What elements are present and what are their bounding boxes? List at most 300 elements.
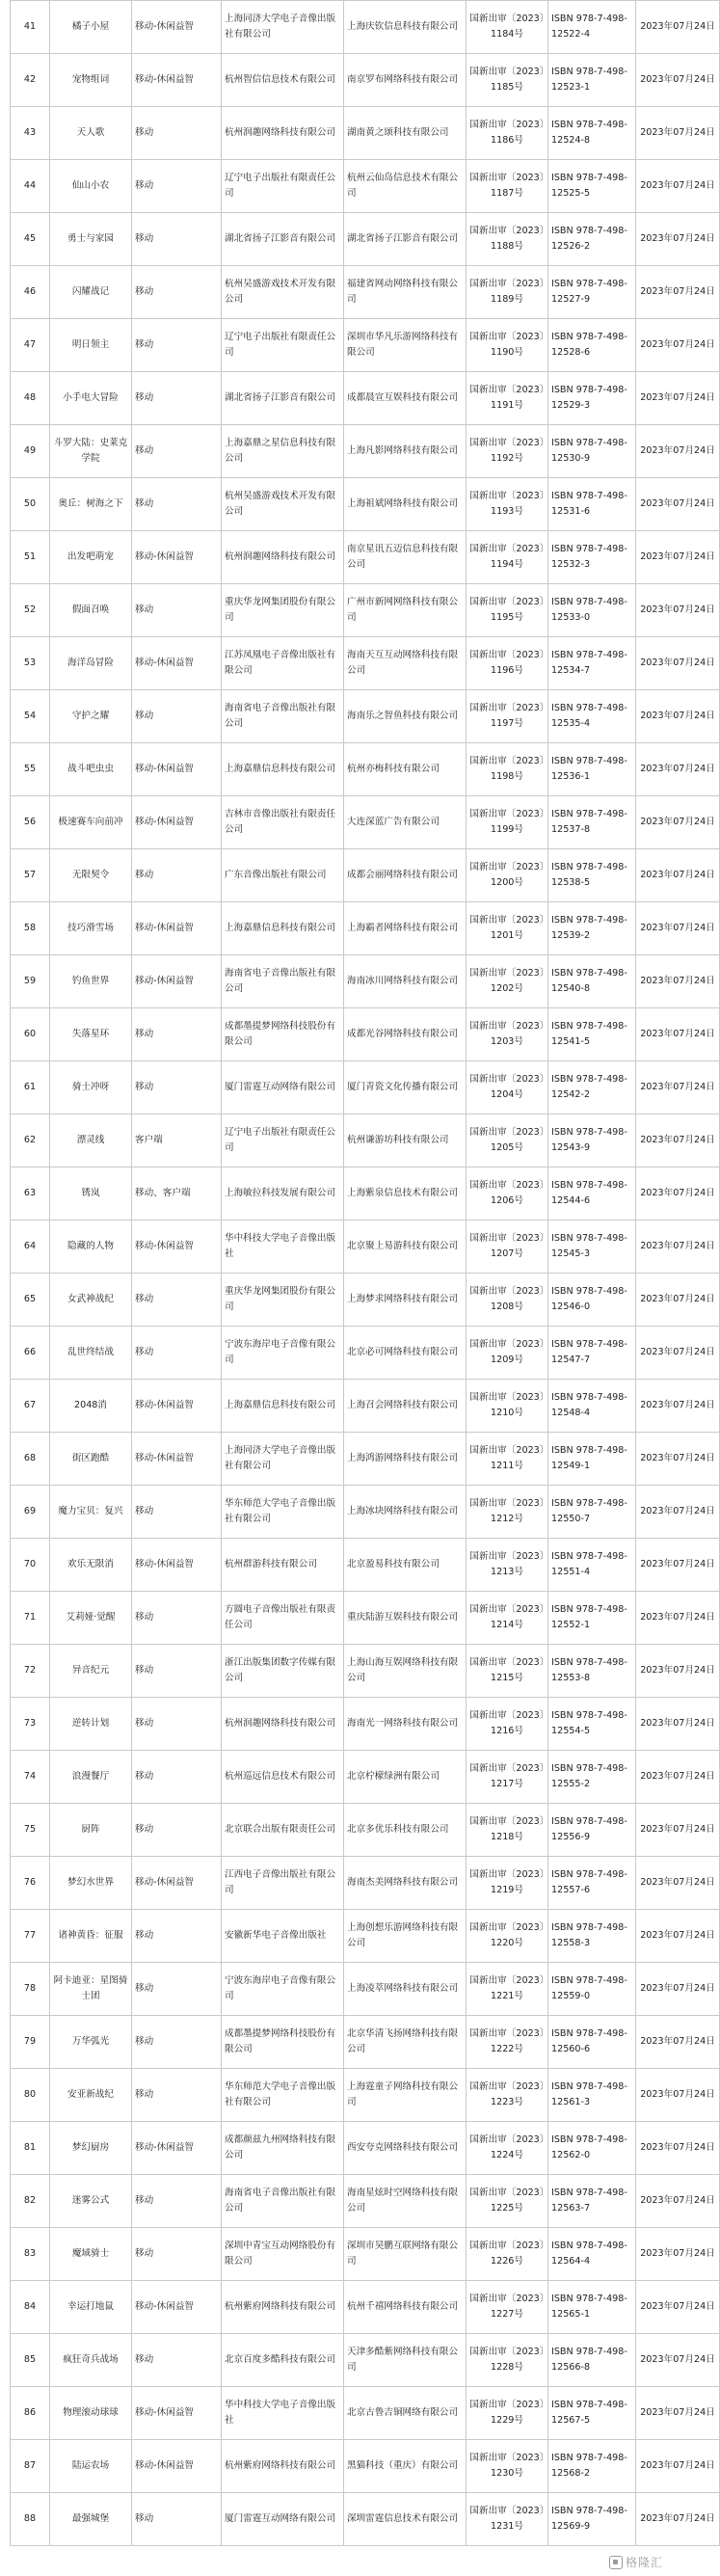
game-category: 移动 xyxy=(132,690,222,743)
game-category: 移动-休闲益智 xyxy=(132,1380,222,1433)
approval-date: 2023年07月24日 xyxy=(636,584,720,637)
publisher-unit: 华东师范大学电子音像出版社有限公司 xyxy=(222,2069,344,2122)
row-number: 81 xyxy=(11,2122,50,2175)
row-number: 49 xyxy=(11,425,50,478)
game-name: 勇士与家园 xyxy=(50,213,132,266)
game-category: 移动-休闲益智 xyxy=(132,743,222,796)
watermark-text: 格隆汇 xyxy=(625,2556,663,2569)
approval-number: 国新出审〔2023〕1221号 xyxy=(467,1963,548,2016)
approval-date: 2023年07月24日 xyxy=(636,1751,720,1804)
game-category: 移动 xyxy=(132,319,222,372)
isbn-number: ISBN 978-7-498-12543-9 xyxy=(548,1114,636,1167)
table-row xyxy=(11,266,720,319)
isbn-number: ISBN 978-7-498-12551-4 xyxy=(548,1539,636,1592)
approval-number: 国新出审〔2023〕1184号 xyxy=(467,1,548,54)
row-number: 75 xyxy=(11,1804,50,1857)
operator-unit: 上海霆童子网络科技有限公司 xyxy=(344,2069,467,2122)
isbn-number: ISBN 978-7-498-12560-6 xyxy=(548,2016,636,2069)
row-number: 56 xyxy=(11,796,50,849)
table-row xyxy=(11,1592,720,1645)
row-number: 88 xyxy=(11,2493,50,2546)
row-number: 62 xyxy=(11,1114,50,1167)
publisher-unit: 成都颜兹九州网络科技有限公司 xyxy=(222,2122,344,2175)
game-category: 移动 xyxy=(132,1963,222,2016)
game-name: 钓鱼世界 xyxy=(50,955,132,1008)
approval-number: 国新出审〔2023〕1201号 xyxy=(467,902,548,955)
approval-number: 国新出审〔2023〕1205号 xyxy=(467,1114,548,1167)
publisher-unit: 上海嘉鼎信息科技有限公司 xyxy=(222,902,344,955)
approval-number: 国新出审〔2023〕1212号 xyxy=(467,1486,548,1539)
approval-date: 2023年07月24日 xyxy=(636,2493,720,2546)
table-row xyxy=(11,2281,720,2334)
publisher-unit: 杭州吴盛游戏技术开发有限公司 xyxy=(222,266,344,319)
table-row xyxy=(11,2334,720,2387)
game-category: 移动 xyxy=(132,213,222,266)
approval-number: 国新出审〔2023〕1206号 xyxy=(467,1167,548,1221)
table-row xyxy=(11,2440,720,2493)
row-number: 66 xyxy=(11,1327,50,1380)
table-row xyxy=(11,1,720,54)
isbn-number: ISBN 978-7-498-12531-6 xyxy=(548,478,636,531)
isbn-number: ISBN 978-7-498-12567-5 xyxy=(548,2387,636,2440)
game-name: 出发吧萌宠 xyxy=(50,531,132,584)
operator-unit: 上海凡影网络科技有限公司 xyxy=(344,425,467,478)
operator-unit: 上海山海互娱网络科技有限公司 xyxy=(344,1645,467,1698)
approval-date: 2023年07月24日 xyxy=(636,1327,720,1380)
approval-date: 2023年07月24日 xyxy=(636,2069,720,2122)
isbn-number: ISBN 978-7-498-12524-8 xyxy=(548,107,636,160)
publisher-unit: 成都墨提梦网络科技股份有限公司 xyxy=(222,2016,344,2069)
table-row xyxy=(11,425,720,478)
game-name: 天人歌 xyxy=(50,107,132,160)
game-category: 移动 xyxy=(132,107,222,160)
approval-number: 国新出审〔2023〕1218号 xyxy=(467,1804,548,1857)
table-row xyxy=(11,531,720,584)
game-name: 梦幻厨房 xyxy=(50,2122,132,2175)
approval-date: 2023年07月24日 xyxy=(636,2281,720,2334)
row-number: 73 xyxy=(11,1698,50,1751)
row-number: 86 xyxy=(11,2387,50,2440)
game-category: 移动 xyxy=(132,1698,222,1751)
approval-number: 国新出审〔2023〕1190号 xyxy=(467,319,548,372)
isbn-number: ISBN 978-7-498-12535-4 xyxy=(548,690,636,743)
approval-date: 2023年07月24日 xyxy=(636,531,720,584)
publisher-unit: 杭州群游科技有限公司 xyxy=(222,1539,344,1592)
row-number: 63 xyxy=(11,1167,50,1221)
game-category: 移动 xyxy=(132,478,222,531)
watermark xyxy=(609,2554,663,2570)
publisher-unit: 杭州吴盛游戏技术开发有限公司 xyxy=(222,478,344,531)
isbn-number: ISBN 978-7-498-12540-8 xyxy=(548,955,636,1008)
game-name: 梦幻水世界 xyxy=(50,1857,132,1910)
game-category: 移动 xyxy=(132,1804,222,1857)
row-number: 85 xyxy=(11,2334,50,2387)
game-category: 移动-休闲益智 xyxy=(132,1857,222,1910)
approval-date: 2023年07月24日 xyxy=(636,849,720,902)
operator-unit: 北京聚上易游科技有限公司 xyxy=(344,1221,467,1274)
approval-number: 国新出审〔2023〕1185号 xyxy=(467,54,548,107)
isbn-number: ISBN 978-7-498-12537-8 xyxy=(548,796,636,849)
approval-number: 国新出审〔2023〕1200号 xyxy=(467,849,548,902)
approval-date: 2023年07月24日 xyxy=(636,1698,720,1751)
game-category: 移动 xyxy=(132,1751,222,1804)
game-category: 移动-休闲益智 xyxy=(132,2387,222,2440)
game-name: 小手电大冒险 xyxy=(50,372,132,425)
operator-unit: 杭州亦梅科技有限公司 xyxy=(344,743,467,796)
publisher-unit: 海南省电子音像出版社有限公司 xyxy=(222,690,344,743)
approval-date: 2023年07月24日 xyxy=(636,213,720,266)
approval-number: 国新出审〔2023〕1193号 xyxy=(467,478,548,531)
approval-date: 2023年07月24日 xyxy=(636,1221,720,1274)
approval-number: 国新出审〔2023〕1191号 xyxy=(467,372,548,425)
operator-unit: 上海鸿游网络科技有限公司 xyxy=(344,1433,467,1486)
game-name: 技巧滑雪场 xyxy=(50,902,132,955)
approval-date: 2023年07月24日 xyxy=(636,2440,720,2493)
isbn-number: ISBN 978-7-498-12528-6 xyxy=(548,319,636,372)
approval-date: 2023年07月24日 xyxy=(636,1380,720,1433)
game-category: 移动 xyxy=(132,1327,222,1380)
game-name: 明日领主 xyxy=(50,319,132,372)
operator-unit: 天津多酷紫网络科技有限公司 xyxy=(344,2334,467,2387)
row-number: 82 xyxy=(11,2175,50,2228)
approval-number: 国新出审〔2023〕1197号 xyxy=(467,690,548,743)
approval-date: 2023年07月24日 xyxy=(636,1486,720,1539)
operator-unit: 上海祖斌网络科技有限公司 xyxy=(344,478,467,531)
row-number: 44 xyxy=(11,160,50,213)
isbn-number: ISBN 978-7-498-12553-8 xyxy=(548,1645,636,1698)
row-number: 51 xyxy=(11,531,50,584)
publisher-unit: 上海敏拉科技发展有限公司 xyxy=(222,1167,344,1221)
operator-unit: 黑猫科技（重庆）有限公司 xyxy=(344,2440,467,2493)
approval-number: 国新出审〔2023〕1222号 xyxy=(467,2016,548,2069)
approval-number: 国新出审〔2023〕1230号 xyxy=(467,2440,548,2493)
game-category: 移动 xyxy=(132,1645,222,1698)
table-row xyxy=(11,1274,720,1327)
approval-number: 国新出审〔2023〕1228号 xyxy=(467,2334,548,2387)
table-row xyxy=(11,637,720,690)
row-number: 83 xyxy=(11,2228,50,2281)
game-category: 移动 xyxy=(132,2069,222,2122)
publisher-unit: 杭州润趣网络科技有限公司 xyxy=(222,107,344,160)
table-row xyxy=(11,1008,720,1061)
game-category: 移动 xyxy=(132,2228,222,2281)
approval-date: 2023年07月24日 xyxy=(636,743,720,796)
game-category: 移动 xyxy=(132,1274,222,1327)
approval-date: 2023年07月24日 xyxy=(636,1274,720,1327)
row-number: 42 xyxy=(11,54,50,107)
game-category: 移动-休闲益智 xyxy=(132,1221,222,1274)
table-row xyxy=(11,1539,720,1592)
operator-unit: 海南光一网络科技有限公司 xyxy=(344,1698,467,1751)
game-name: 万华弧光 xyxy=(50,2016,132,2069)
publisher-unit: 辽宁电子出版社有限责任公司 xyxy=(222,1114,344,1167)
isbn-number: ISBN 978-7-498-12548-4 xyxy=(548,1380,636,1433)
game-category: 移动-休闲益智 xyxy=(132,796,222,849)
game-category: 移动-休闲益智 xyxy=(132,2281,222,2334)
table-row xyxy=(11,2493,720,2546)
publisher-unit: 华中科技大学电子音像出版社 xyxy=(222,2387,344,2440)
row-number: 80 xyxy=(11,2069,50,2122)
watermark-logo-icon xyxy=(609,2556,623,2569)
game-category: 移动 xyxy=(132,2175,222,2228)
approval-date: 2023年07月24日 xyxy=(636,1539,720,1592)
publisher-unit: 上海嘉鼎信息科技有限公司 xyxy=(222,1380,344,1433)
game-name: 海洋岛冒险 xyxy=(50,637,132,690)
game-name: 2048消 xyxy=(50,1380,132,1433)
isbn-number: ISBN 978-7-498-12547-7 xyxy=(548,1327,636,1380)
operator-unit: 上海凌萃网络科技有限公司 xyxy=(344,1963,467,2016)
approval-number: 国新出审〔2023〕1211号 xyxy=(467,1433,548,1486)
row-number: 64 xyxy=(11,1221,50,1274)
approval-number: 国新出审〔2023〕1217号 xyxy=(467,1751,548,1804)
publisher-unit: 湖北省扬子江影音有限公司 xyxy=(222,372,344,425)
game-name: 阿卡迪亚：星图骑士团 xyxy=(50,1963,132,2016)
approval-number: 国新出审〔2023〕1195号 xyxy=(467,584,548,637)
publisher-unit: 宁波东海岸电子音像有限公司 xyxy=(222,1327,344,1380)
game-category: 移动-休闲益智 xyxy=(132,2440,222,2493)
publisher-unit: 江苏凤凰电子音像出版社有限公司 xyxy=(222,637,344,690)
game-category: 移动 xyxy=(132,1486,222,1539)
operator-unit: 上海冰块网络科技有限公司 xyxy=(344,1486,467,1539)
game-category: 移动-休闲益智 xyxy=(132,531,222,584)
game-name: 女武神战纪 xyxy=(50,1274,132,1327)
isbn-number: ISBN 978-7-498-12533-0 xyxy=(548,584,636,637)
game-name: 橘子小屋 xyxy=(50,1,132,54)
row-number: 61 xyxy=(11,1061,50,1114)
approval-number: 国新出审〔2023〕1194号 xyxy=(467,531,548,584)
game-name: 宠物组词 xyxy=(50,54,132,107)
game-name: 假面召唤 xyxy=(50,584,132,637)
isbn-number: ISBN 978-7-498-12559-0 xyxy=(548,1963,636,2016)
approval-date: 2023年07月24日 xyxy=(636,1857,720,1910)
publisher-unit: 成都墨提梦网络科技股份有限公司 xyxy=(222,1008,344,1061)
game-name: 守护之耀 xyxy=(50,690,132,743)
approval-date: 2023年07月24日 xyxy=(636,2016,720,2069)
table-row xyxy=(11,2228,720,2281)
game-category: 移动-休闲益智 xyxy=(132,1433,222,1486)
approval-date: 2023年07月24日 xyxy=(636,796,720,849)
table-row xyxy=(11,1327,720,1380)
isbn-number: ISBN 978-7-498-12545-3 xyxy=(548,1221,636,1274)
approval-number: 国新出审〔2023〕1203号 xyxy=(467,1008,548,1061)
game-name: 战斗吧虫虫 xyxy=(50,743,132,796)
isbn-number: ISBN 978-7-498-12546-0 xyxy=(548,1274,636,1327)
approval-number: 国新出审〔2023〕1225号 xyxy=(467,2175,548,2228)
isbn-number: ISBN 978-7-498-12557-6 xyxy=(548,1857,636,1910)
operator-unit: 厦门青瓷文化传播有限公司 xyxy=(344,1061,467,1114)
game-category: 移动 xyxy=(132,584,222,637)
table-row xyxy=(11,1486,720,1539)
row-number: 65 xyxy=(11,1274,50,1327)
isbn-number: ISBN 978-7-498-12564-4 xyxy=(548,2228,636,2281)
game-category: 移动 xyxy=(132,1592,222,1645)
operator-unit: 北京华清飞扬网络科技有限公司 xyxy=(344,2016,467,2069)
table-row xyxy=(11,743,720,796)
row-number: 50 xyxy=(11,478,50,531)
approval-number: 国新出审〔2023〕1207号 xyxy=(467,1221,548,1274)
game-name: 魔域骑士 xyxy=(50,2228,132,2281)
row-number: 68 xyxy=(11,1433,50,1486)
table-row xyxy=(11,690,720,743)
approval-number: 国新出审〔2023〕1209号 xyxy=(467,1327,548,1380)
table-row xyxy=(11,1061,720,1114)
game-category: 移动 xyxy=(132,1061,222,1114)
approval-date: 2023年07月24日 xyxy=(636,372,720,425)
game-category: 移动 xyxy=(132,372,222,425)
game-name: 乱世终结战 xyxy=(50,1327,132,1380)
row-number: 67 xyxy=(11,1380,50,1433)
table-row xyxy=(11,955,720,1008)
table-row xyxy=(11,319,720,372)
approval-number: 国新出审〔2023〕1204号 xyxy=(467,1061,548,1114)
isbn-number: ISBN 978-7-498-12522-4 xyxy=(548,1,636,54)
approval-number: 国新出审〔2023〕1219号 xyxy=(467,1857,548,1910)
operator-unit: 湖北省扬子江影音有限公司 xyxy=(344,213,467,266)
operator-unit: 北京盈易科技有限公司 xyxy=(344,1539,467,1592)
approval-date: 2023年07月24日 xyxy=(636,1114,720,1167)
game-category: 移动 xyxy=(132,2334,222,2387)
game-category: 移动-休闲益智 xyxy=(132,1,222,54)
game-category: 移动-休闲益智 xyxy=(132,54,222,107)
game-category: 移动 xyxy=(132,2493,222,2546)
game-name: 疯狂奇兵战场 xyxy=(50,2334,132,2387)
approval-date: 2023年07月24日 xyxy=(636,637,720,690)
isbn-number: ISBN 978-7-498-12536-1 xyxy=(548,743,636,796)
operator-unit: 北京多优乐科技有限公司 xyxy=(344,1804,467,1857)
operator-unit: 杭州谦游坊科技有限公司 xyxy=(344,1114,467,1167)
publisher-unit: 北京百度多酷科技有限公司 xyxy=(222,2334,344,2387)
table-row xyxy=(11,372,720,425)
game-name: 锈岚 xyxy=(50,1167,132,1221)
table-row xyxy=(11,1221,720,1274)
operator-unit: 成都光谷网络科技有限公司 xyxy=(344,1008,467,1061)
approval-date: 2023年07月24日 xyxy=(636,1008,720,1061)
row-number: 74 xyxy=(11,1751,50,1804)
row-number: 45 xyxy=(11,213,50,266)
row-number: 84 xyxy=(11,2281,50,2334)
operator-unit: 海南杰美网络科技有限公司 xyxy=(344,1857,467,1910)
row-number: 60 xyxy=(11,1008,50,1061)
isbn-number: ISBN 978-7-498-12569-9 xyxy=(548,2493,636,2546)
approval-date: 2023年07月24日 xyxy=(636,266,720,319)
publisher-unit: 广东音像出版社有限公司 xyxy=(222,849,344,902)
approval-number: 国新出审〔2023〕1224号 xyxy=(467,2122,548,2175)
approval-date: 2023年07月24日 xyxy=(636,1061,720,1114)
row-number: 54 xyxy=(11,690,50,743)
row-number: 78 xyxy=(11,1963,50,2016)
isbn-number: ISBN 978-7-498-12526-2 xyxy=(548,213,636,266)
table-row xyxy=(11,2175,720,2228)
publisher-unit: 上海同济大学电子音像出版社有限公司 xyxy=(222,1,344,54)
publisher-unit: 深圳中青宝互动网络股份有限公司 xyxy=(222,2228,344,2281)
operator-unit: 北京柠檬绿洲有限公司 xyxy=(344,1751,467,1804)
operator-unit: 上海霸者网络科技有限公司 xyxy=(344,902,467,955)
isbn-number: ISBN 978-7-498-12538-5 xyxy=(548,849,636,902)
approval-date: 2023年07月24日 xyxy=(636,2228,720,2281)
isbn-number: ISBN 978-7-498-12556-9 xyxy=(548,1804,636,1857)
table-row xyxy=(11,107,720,160)
publisher-unit: 重庆华龙网集团股份有限公司 xyxy=(222,1274,344,1327)
row-number: 72 xyxy=(11,1645,50,1698)
row-number: 79 xyxy=(11,2016,50,2069)
operator-unit: 海南星炫时空网络科技有限公司 xyxy=(344,2175,467,2228)
game-name: 诸神黄昏：征服 xyxy=(50,1910,132,1963)
operator-unit: 上海梦求网络科技有限公司 xyxy=(344,1274,467,1327)
publisher-unit: 江西电子音像出版社有限公司 xyxy=(222,1857,344,1910)
game-category: 移动 xyxy=(132,425,222,478)
game-name: 安亚新战纪 xyxy=(50,2069,132,2122)
publisher-unit: 宁波东海岸电子音像有限公司 xyxy=(222,1963,344,2016)
table-row xyxy=(11,1910,720,1963)
operator-unit: 大连深蓝广告有限公司 xyxy=(344,796,467,849)
isbn-number: ISBN 978-7-498-12525-5 xyxy=(548,160,636,213)
row-number: 87 xyxy=(11,2440,50,2493)
publisher-unit: 海南省电子音像出版社有限公司 xyxy=(222,2175,344,2228)
publisher-unit: 辽宁电子出版社有限责任公司 xyxy=(222,319,344,372)
table-row xyxy=(11,1114,720,1167)
approval-number: 国新出审〔2023〕1213号 xyxy=(467,1539,548,1592)
operator-unit: 南京罗布网络科技有限公司 xyxy=(344,54,467,107)
table-row xyxy=(11,2122,720,2175)
row-number: 71 xyxy=(11,1592,50,1645)
game-name: 迷雾公式 xyxy=(50,2175,132,2228)
operator-unit: 海南冰川网络科技有限公司 xyxy=(344,955,467,1008)
table-row xyxy=(11,478,720,531)
operator-unit: 重庆陆游互娱科技有限公司 xyxy=(344,1592,467,1645)
operator-unit: 广州市新网网络科技有限公司 xyxy=(344,584,467,637)
approval-date: 2023年07月24日 xyxy=(636,955,720,1008)
table-row xyxy=(11,1804,720,1857)
isbn-number: ISBN 978-7-498-12552-1 xyxy=(548,1592,636,1645)
game-name: 最强城堡 xyxy=(50,2493,132,2546)
approval-date: 2023年07月24日 xyxy=(636,107,720,160)
game-name: 逆转计划 xyxy=(50,1698,132,1751)
table-row xyxy=(11,1380,720,1433)
publisher-unit: 辽宁电子出版社有限责任公司 xyxy=(222,160,344,213)
operator-unit: 杭州云仙岛信息技术有限公司 xyxy=(344,160,467,213)
game-name: 隐藏的人物 xyxy=(50,1221,132,1274)
publisher-unit: 重庆华龙网集团股份有限公司 xyxy=(222,584,344,637)
approval-number: 国新出审〔2023〕1198号 xyxy=(467,743,548,796)
approval-date: 2023年07月24日 xyxy=(636,902,720,955)
isbn-number: ISBN 978-7-498-12555-2 xyxy=(548,1751,636,1804)
row-number: 76 xyxy=(11,1857,50,1910)
game-name: 奥丘：树海之下 xyxy=(50,478,132,531)
game-category: 移动 xyxy=(132,2016,222,2069)
row-number: 69 xyxy=(11,1486,50,1539)
publisher-unit: 杭州紫府网络科技有限公司 xyxy=(222,2440,344,2493)
game-category: 客户端 xyxy=(132,1114,222,1167)
table-row xyxy=(11,1698,720,1751)
game-name: 厨阵 xyxy=(50,1804,132,1857)
approval-date: 2023年07月24日 xyxy=(636,690,720,743)
game-name: 闪耀战记 xyxy=(50,266,132,319)
isbn-number: ISBN 978-7-498-12527-9 xyxy=(548,266,636,319)
operator-unit: 海南乐之智鱼科技有限公司 xyxy=(344,690,467,743)
table-row xyxy=(11,2387,720,2440)
operator-unit: 深圳雷霆信息技术有限公司 xyxy=(344,2493,467,2546)
approval-date: 2023年07月24日 xyxy=(636,2122,720,2175)
approval-date: 2023年07月24日 xyxy=(636,1963,720,2016)
approval-date: 2023年07月24日 xyxy=(636,54,720,107)
operator-unit: 深圳市昊鹏互联网络有限公司 xyxy=(344,2228,467,2281)
game-name: 幸运打地鼠 xyxy=(50,2281,132,2334)
operator-unit: 北京古鲁吉铜网络有限公司 xyxy=(344,2387,467,2440)
operator-unit: 北京必可网络科技有限公司 xyxy=(344,1327,467,1380)
isbn-number: ISBN 978-7-498-12532-3 xyxy=(548,531,636,584)
operator-unit: 福建省网动网络科技有限公司 xyxy=(344,266,467,319)
row-number: 58 xyxy=(11,902,50,955)
